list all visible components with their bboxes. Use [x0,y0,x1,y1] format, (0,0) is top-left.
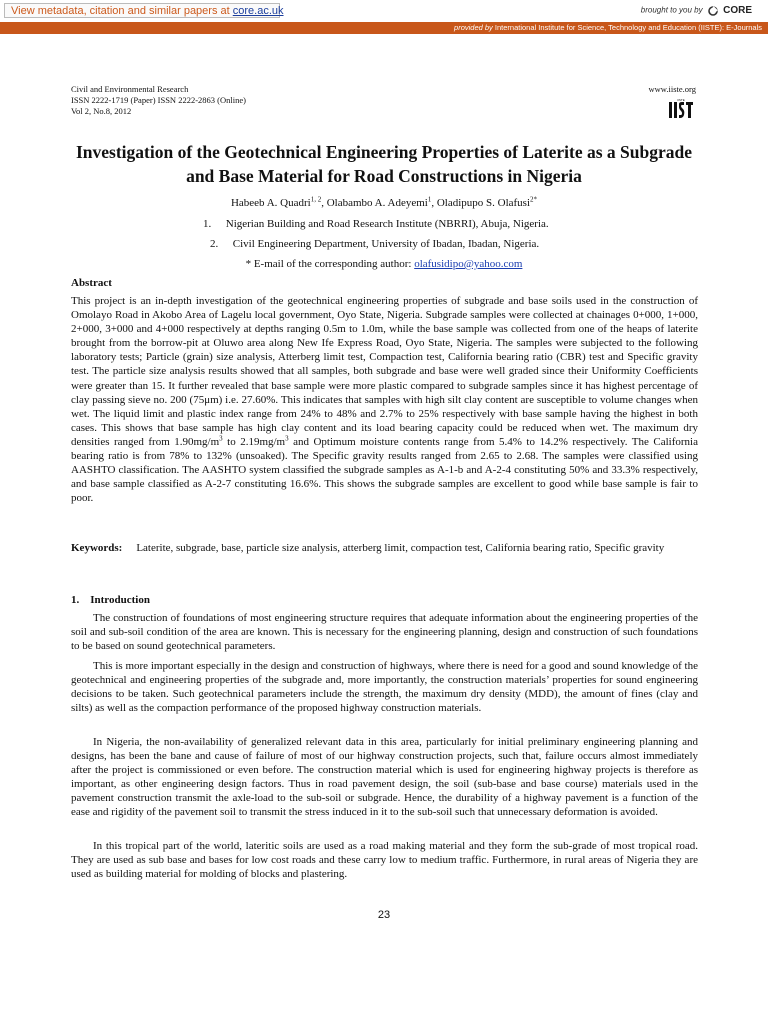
abstract-part: This project is an in-depth investigation of the geotechnical engineering properties of subgrade and base soils used in the construction of Omolayo Road in Akobo Area of Lagelu local government, Oyo State, Nigeria. Subgrade samples were collected at chainages 0+000, 1+000, 2+000, 3+000 and 4+000 respectively at depths ranging 0.5m to 1.0m, while the base sample was collected from one of the heaps of laterite brought from the borrow-pit at Oluwo area along New Ife Express Road, Oyo State, Nigeria. The samples were subjected to the following laboratory tests; Particle (grain) size analysis, Atterberg limit test, Compaction test, California bearing ratio (CBR) test and Specific gravity test. The particle size analysis results showed that all samples, both subgrade and base were well graded since their Uniformity Coefficients were greater than 15. It further revealed that base sample were more plastic compared to subgrade samples since it has highest percentage of clay passing sieve no. 200 (75μm) i.e. 27.60%. This indicates that samples with high silt clay content are susceptible to volume changes when wet. The liquid limit and plastic index range from 24% to 48% and 2.7% to 25% respectively with base sample having the highest in both cases. This shows that base sample has high clay content and its load bearing capacity could be reduced when wet. The maximum dry densities ranged from 1.90mg/m [71,295,698,448]
intro-paragraph: In this tropical part of the world, lateritic soils are used as a road making material and they form the sub-grade of most tropical road. They are used as sub base and bases for low cost roads and these carry low to medium traffic. Furthermore, in rural areas of Nigeria they are used as building material for molding of blocks and plastering. [71,840,698,881]
author-list: Habeeb A. Quadri$^{1, 2}$, Olabambo A. Adeyemi$^1$, Oladipupo S. Olafusi$^{2*}$ [230,195,538,209]
intro-paragraph: In Nigeria, the non-availability of generalized relevant data in this area, particularly for initial preliminary engineering planning and designs, has been the bane and cause of failure of most of our highway construction projects, such that, failure occurs almost immediately after the project is commissioned or even before. The construction material which is used for engineering highway projects is therefore as important, as other engineering design factors. Thus in road pavement design, the soil (sub-base and base course) materials used in the pavement construction transmit the axle-load to the sub-soil or subgrade. Hence, the durability of a highway pavement is a function of the ease and rigidity of the pavement soil to transmit the stress induced in it to the sub-soil such that unnecessary deformation is avoided. [71,736,698,819]
author-sup: 2* [530,195,538,204]
core-banner [0,0,768,23]
core-view-text: View metadata, citation and similar papers at [11,5,230,17]
journal-issn: ISSN 2222-1719 (Paper) ISSN 2222-2863 (Online) [71,95,246,105]
abstract-heading: Abstract [71,277,112,289]
iiste-logo-icon [668,98,694,120]
affiliation-text: Nigerian Building and Road Research Institute (NBRRI), Abuja, Nigeria. [225,218,549,230]
intro-paragraph: The construction of foundations of most engineering structure requires that adequate information about the engineering properties of the soil and sub-soil condition of the area are known. This is necessary for the engineering planning, design and construction of such foundations to be based on sound geotechnical parameters. [71,612,698,653]
corresponding-email [60,257,708,271]
author-sup: 1 [427,195,432,204]
abstract-part: and Optimum moisture contents range from 5.4% to 14.2% respectively. The California bearing ratio is from 78% to 132% (unsoaked). The Specific gravity results ranged from 2.65 to 2.68. The samples were classified using AASHTO classification. The AASHTO system classified the subgrade samples as A-1-b and A-2-4 constituting 50% and 33.3% respectively, and base sample classified as A-2-7 constituting 16.6%. This shows the subgrade samples are excellent to good while base sample is fair to poor. [71,435,698,505]
introduction-heading: 1. Introduction [71,594,150,606]
intro-paragraph: This is more important especially in the design and construction of highways, where there is need for a good and sound knowledge of the geotechnical and engineering properties of the subgrade and, more importantly, the construction materials’ properties for sound engineering decisions to be taken. Such geotechnical parameters include the strength, the maximum dry density (MDD), the amount of fines (clay and silts) as well as the compaction performance of the proposed highway construction materials. [71,660,698,715]
author-name: Olabambo A. Adeyemi [326,197,428,209]
affiliation-2 [210,237,539,251]
keywords [71,541,698,555]
core-link[interactable]: core.ac.uk [232,5,284,17]
affiliation-number: 2. [210,238,219,250]
provided-by-bar [0,22,768,34]
journal-url: www.iiste.org [648,84,696,94]
author-name: Oladipupo S. Olafusi [436,197,531,209]
core-logo[interactable]: CORE [723,5,752,16]
core-logo-icon [708,6,718,16]
email-prefix: * E-mail of the corresponding author: [245,258,412,270]
keywords-text: Laterite, subgrade, base, particle size analysis, atterberg limit, compaction test, California bearing ratio, Specific gravity [136,542,665,554]
affiliation-text: Civil Engineering Department, University of Ibadan, Ibadan, Nigeria. [232,238,540,250]
journal-header [71,84,246,117]
provided-prefix: provided by [454,23,493,32]
core-brought-by [641,5,752,16]
author-name: Habeeb A. Quadri [230,197,311,209]
core-metadata-box[interactable] [4,3,284,18]
abstract-sup: 3 [285,434,289,443]
journal-name: Civil and Environmental Research [71,84,189,94]
keywords-label: Keywords: [71,542,123,554]
abstract-sup: 3 [219,434,223,443]
provided-by-text: International Institute for Science, Technology and Education (IISTE): E-Journals [494,23,762,32]
affiliation-1 [203,217,549,231]
email-link[interactable]: olafusidipo@yahoo.com [414,258,523,270]
page-number: 23 [377,909,391,921]
iiste-logo-text: IISTE [677,98,685,102]
journal-volume: Vol 2, No.8, 2012 [71,106,132,116]
abstract-part: to 2.19mg/m [222,435,286,448]
author-sup: 1, 2 [310,195,322,204]
abstract-text [71,294,698,505]
paper-title: Investigation of the Geotechnical Engineering Properties of Laterite as a Subgrade and Base Material for Road Constructions in Nigeria [75,142,692,186]
affiliation-number: 1. [203,218,212,230]
brought-by-text: brought to you by [640,5,703,15]
